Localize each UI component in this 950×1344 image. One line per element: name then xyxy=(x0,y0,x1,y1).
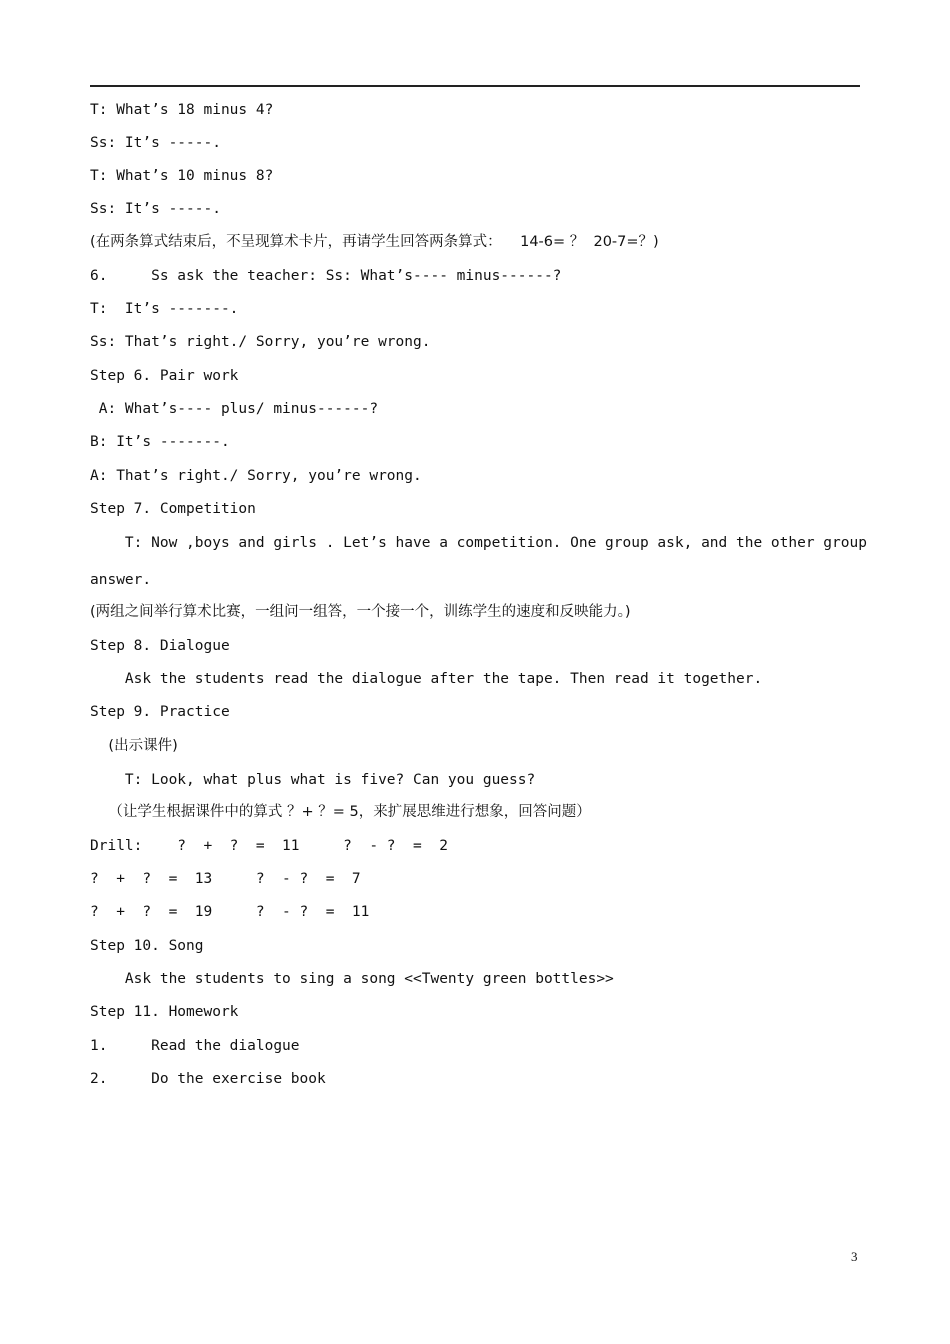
text-line: Ask the students read the dialogue after the tape. Then read it together. xyxy=(90,671,763,687)
text-line: （让学生根据课件中的算式 ？+ ？= 5，来扩展思维进行想象，回答问题） xyxy=(90,804,591,820)
step-heading: Step 8. Dialogue xyxy=(90,638,230,654)
text-line: B: It’s -------. xyxy=(90,434,230,450)
text-line: (两组之间举行算术比赛，一组问一组答，一个接一个，训练学生的速度和反映能力。) xyxy=(90,604,631,620)
text-line: 6. Ss ask the teacher: Ss: What’s---- minus------? xyxy=(90,268,562,284)
text-line: A: What’s---- plus/ minus------? xyxy=(90,401,379,417)
text-line: T: What’s 18 minus 4? xyxy=(90,102,274,118)
list-item: 2. Do the exercise book xyxy=(90,1071,326,1087)
text-line: Ss: That’s right./ Sorry, you’re wrong. xyxy=(90,334,431,350)
text-line: Ask the students to sing a song <<Twenty green bottles>> xyxy=(90,971,614,987)
text-line: (在两条算式结束后，不呈现算术卡片，再请学生回答两条算式： 14-6= ？ 20-7=？) xyxy=(90,234,659,250)
page-number: 3 xyxy=(851,1249,858,1264)
text-line: A: That’s right./ Sorry, you’re wrong. xyxy=(90,468,422,484)
list-item: 1. Read the dialogue xyxy=(90,1038,300,1054)
step-heading: Step 11. Homework xyxy=(90,1004,239,1020)
text-line: T: What’s 10 minus 8? xyxy=(90,168,274,184)
text-line: Ss: It’s -----. xyxy=(90,201,221,217)
text-line: T: Look, what plus what is five? Can you guess? xyxy=(90,772,536,788)
step-heading: Step 9. Practice xyxy=(90,704,230,720)
text-line: Ss: It’s -----. xyxy=(90,135,221,151)
step-heading: Step 6. Pair work xyxy=(90,368,239,384)
text-line: T: Now ,boys and girls . Let’s have a competition. One group ask, and the other group xyxy=(90,535,867,551)
text-line: (出示课件) xyxy=(90,738,178,754)
drill-line: Drill: ? + ? = 11 ? - ? = 2 xyxy=(90,838,448,854)
text-line: T: It’s -------. xyxy=(90,301,239,317)
step-heading: Step 7. Competition xyxy=(90,501,256,517)
drill-line: ? + ? = 13 ? - ? = 7 xyxy=(90,871,361,887)
drill-line: ? + ? = 19 ? - ? = 11 xyxy=(90,904,370,920)
text-line: answer. xyxy=(90,572,152,588)
header-rule xyxy=(90,85,860,87)
step-heading: Step 10. Song xyxy=(90,938,204,954)
